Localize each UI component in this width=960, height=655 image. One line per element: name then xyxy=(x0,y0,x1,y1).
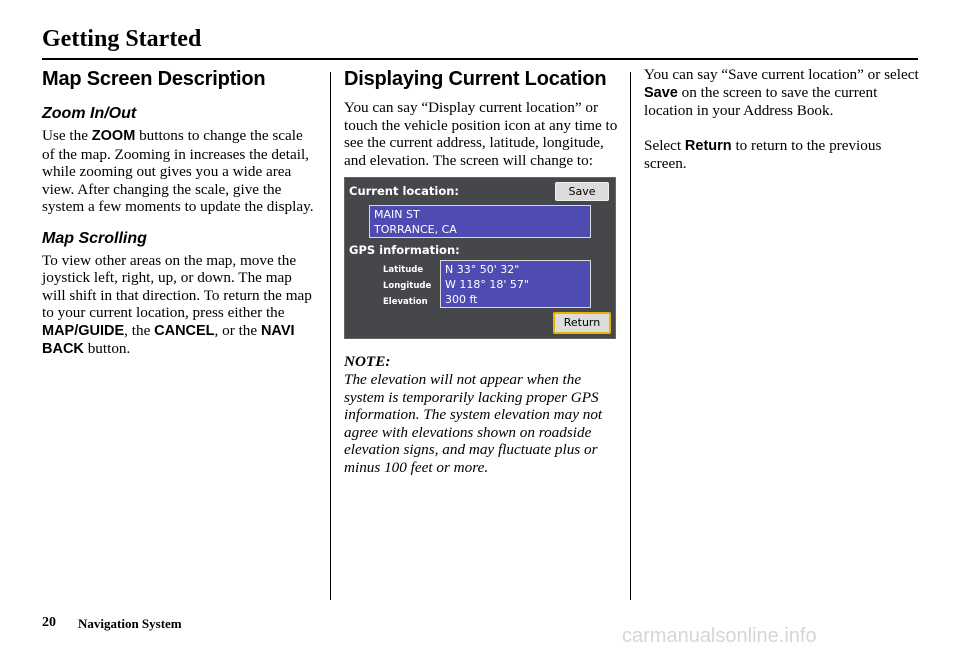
column-divider-2 xyxy=(630,72,631,600)
screen-title-current: Current location: xyxy=(349,184,460,198)
save-paragraph: You can say “Save current location” or select Save on the screen to save the current location in your Address Book. xyxy=(644,66,919,119)
subheading-zoom: Zoom In/Out xyxy=(42,105,137,122)
column-divider-1 xyxy=(330,72,331,600)
return-keyword: Return xyxy=(684,137,732,154)
column-current-location xyxy=(344,66,618,476)
latitude-label: Latitude xyxy=(383,265,424,275)
zoom-paragraph: Use the ZOOM buttons to change the scale of the map. Zooming in increases the detail, while zooming out gives you a wide area view. After changing the scale, give the system a few moments to update the display. xyxy=(42,127,314,215)
address-box xyxy=(369,205,591,238)
zoom-keyword: ZOOM xyxy=(91,128,136,144)
longitude-value: W 118° 18' 57" xyxy=(445,278,529,291)
intro-paragraph: You can say “Display current location” or touch the vehicle position icon at any time to see the current address, latitude, longitude, and elevation. The screen will change to: xyxy=(344,99,618,169)
save-button[interactable]: Save xyxy=(555,182,609,201)
address-line-1: MAIN ST xyxy=(374,208,420,221)
navi-back-keyword: NAVI BACK xyxy=(42,322,295,357)
return-paragraph: Select Return to return to the previous screen. xyxy=(644,136,882,172)
latitude-value: N 33° 50' 32" xyxy=(445,263,520,276)
heading-map-screen: Map Screen Description xyxy=(42,68,266,90)
page-number: 20 xyxy=(42,615,56,630)
manual-title: Navigation System xyxy=(78,616,182,631)
column-save-return xyxy=(644,66,920,173)
page-section-title: Getting Started xyxy=(42,26,202,52)
header-rule xyxy=(42,58,918,60)
column-map-screen xyxy=(42,66,316,359)
address-line-2: TORRANCE, CA xyxy=(374,223,457,236)
return-button[interactable]: Return xyxy=(553,312,611,334)
longitude-label: Longitude xyxy=(383,281,432,291)
map-guide-keyword: MAP/GUIDE xyxy=(42,322,125,339)
screen-title-gps: GPS information: xyxy=(349,243,460,257)
save-keyword: Save xyxy=(644,84,678,101)
nav-screen-image xyxy=(344,177,616,339)
elevation-label: Elevation xyxy=(383,297,428,307)
scroll-paragraph: To view other areas on the map, move the joystick left, right, up, or down. The map will shift in that direction. To return the map to your current location, press either the MAP/GUIDE, the CANCEL, or the NAVI BACK button. xyxy=(42,251,312,357)
watermark: carmanualsonline.info xyxy=(622,625,817,647)
gps-info-box xyxy=(440,260,591,308)
note-label: NOTE: xyxy=(344,353,391,370)
elevation-value: 300 ft xyxy=(445,293,478,306)
note-text: The elevation will not appear when the system is temporarily lacking proper GPS information. The system elevation may not agree with elevations shown on roadside elevation signs, and may fluctuate plus or minus 100 feet or more. xyxy=(344,371,603,476)
cancel-keyword: CANCEL xyxy=(154,322,215,339)
subheading-scrolling: Map Scrolling xyxy=(42,229,147,247)
heading-current-location: Displaying Current Location xyxy=(344,68,607,90)
